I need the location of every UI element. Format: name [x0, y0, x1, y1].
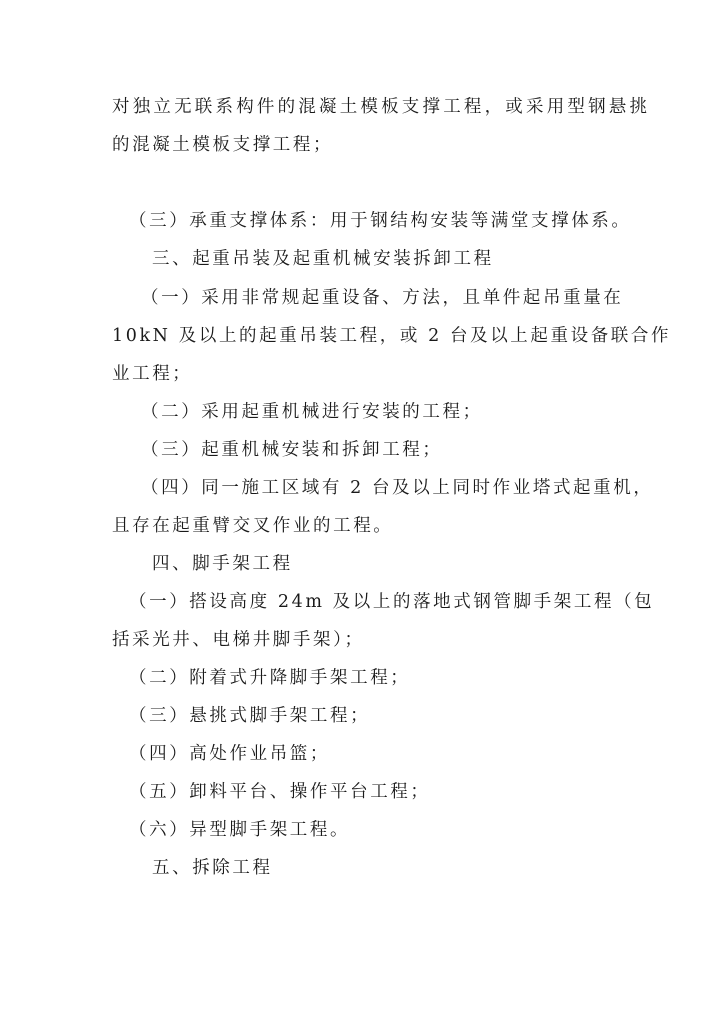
text-line-5: （一）采用非常规起重设备、方法，且单件起吊重量在: [141, 288, 624, 308]
text-line-3: （三）承重支撑体系：用于钢结构安装等满堂支撑体系。: [129, 211, 632, 231]
text-line-7: 业工程；: [112, 364, 193, 384]
text-line-9: （三）起重机械安装和拆卸工程；: [141, 440, 443, 460]
text-line-6: 10kN 及以上的起重吊装工程，或 2 台及以上起重设备联合作: [112, 326, 672, 346]
text-line-2: 的混凝土模板支撑工程；: [112, 135, 334, 155]
text-line-13: （一）搭设高度 24m 及以上的落地式钢管脚手架工程（包: [129, 592, 655, 612]
text-line-18: （五）卸料平台、操作平台工程；: [129, 782, 431, 802]
text-line-19: （六）异型脚手架工程。: [129, 820, 351, 840]
text-line-1: 对独立无联系构件的混凝土模板支撑工程，或采用型钢悬挑: [112, 97, 651, 117]
text-line-16: （三）悬挑式脚手架工程；: [129, 706, 371, 726]
text-line-10: （四）同一施工区域有 2 台及以上同时作业塔式起重机，: [141, 478, 654, 498]
text-line-14: 括采光井、电梯井脚手架）；: [112, 630, 365, 650]
section-heading-4: 四、脚手架工程: [152, 554, 293, 574]
section-heading-3: 三、起重吊装及起重机械安装拆卸工程: [152, 249, 494, 269]
text-line-15: （二）附着式升降脚手架工程；: [129, 668, 411, 688]
text-line-17: （四）高处作业吊篮；: [129, 744, 330, 764]
section-heading-5: 五、拆除工程: [152, 858, 273, 878]
text-line-8: （二）采用起重机械进行安装的工程；: [141, 402, 483, 422]
text-line-11: 且存在起重臂交叉作业的工程。: [112, 516, 394, 536]
